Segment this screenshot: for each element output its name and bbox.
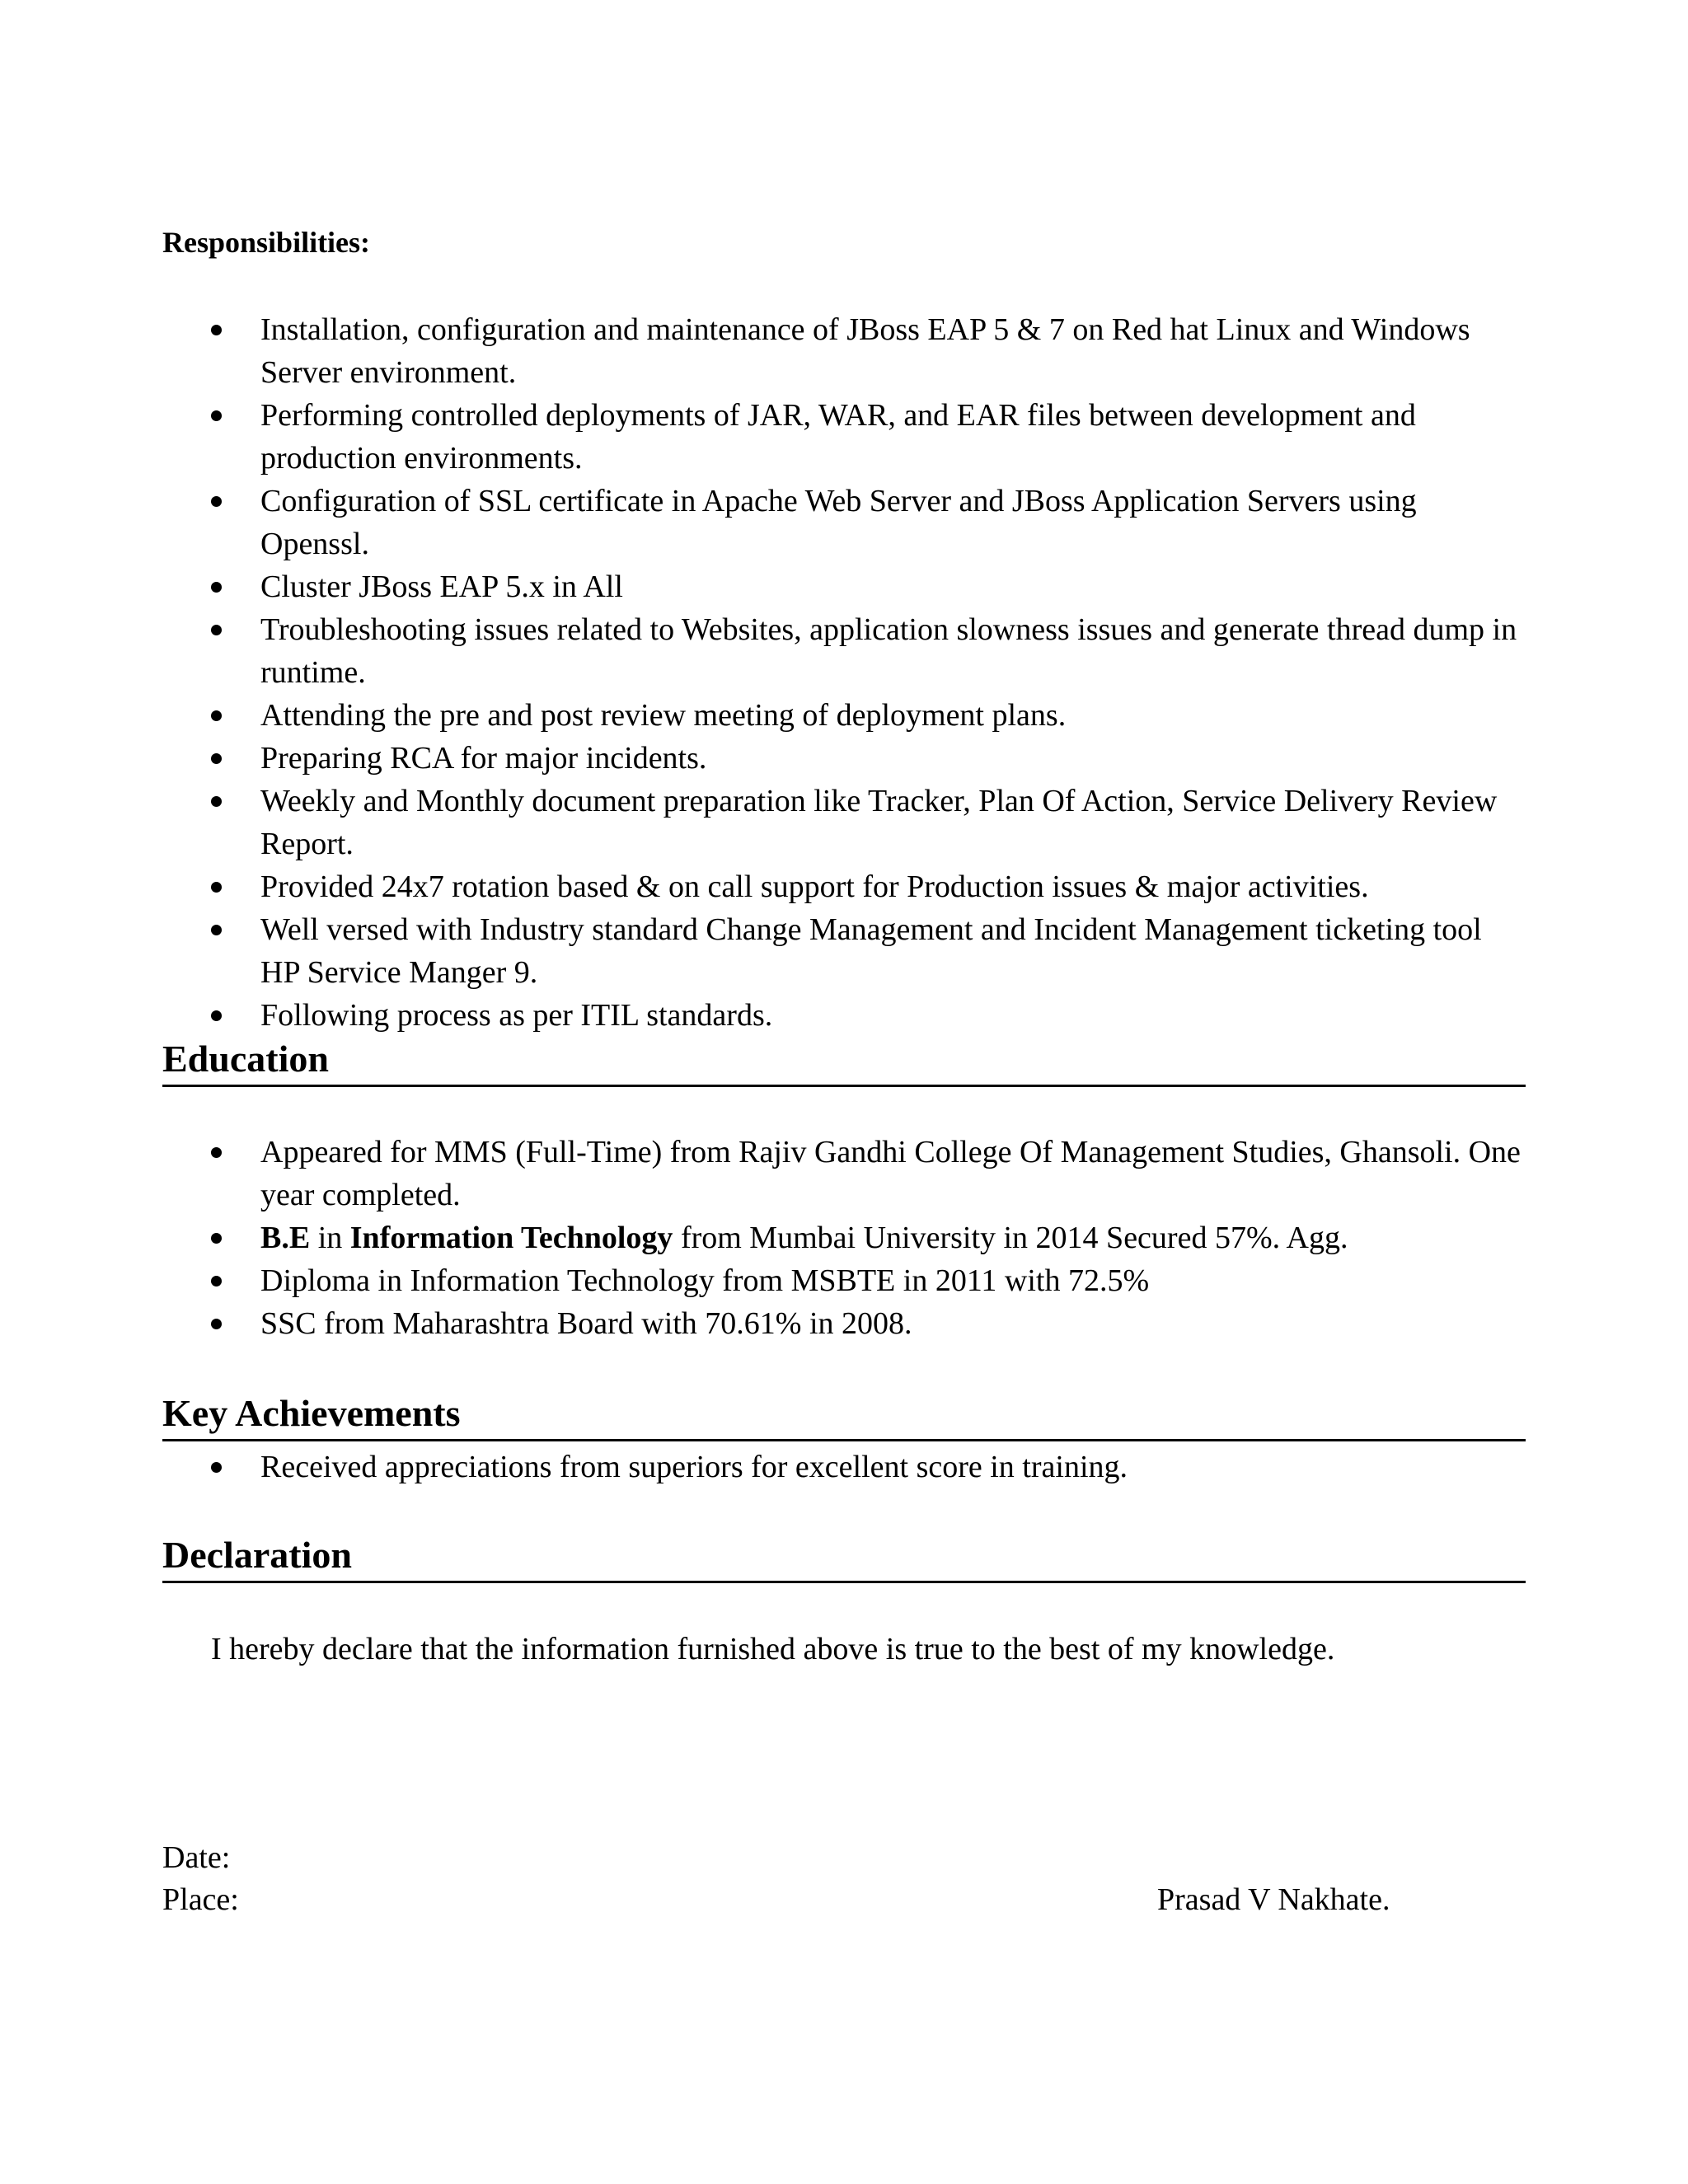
education-degree: B.E bbox=[260, 1221, 311, 1255]
bullet-icon bbox=[211, 1233, 222, 1244]
list-item bbox=[0, 1131, 1688, 1216]
date-label: Date: bbox=[162, 1840, 231, 1875]
education-be-text: from Mumbai University in 2014 Secured 57%. Agg. bbox=[673, 1221, 1348, 1255]
bullet-icon bbox=[211, 1276, 222, 1286]
education-mms-text: Appeared for MMS (Full-Time) from Rajiv Gandhi College Of Management Studies, Ghansoli. One year completed. bbox=[260, 1135, 1521, 1212]
list-item bbox=[0, 694, 1688, 737]
list-item bbox=[0, 994, 1688, 1037]
achievements-list bbox=[0, 1446, 1688, 1488]
list-item-text: Configuration of SSL certificate in Apache Web Server and JBoss Application Servers using Openssl. bbox=[260, 484, 1417, 561]
list-item bbox=[0, 1216, 1688, 1259]
achievements-title: Key Achievements bbox=[162, 1392, 461, 1434]
bullet-icon bbox=[211, 625, 222, 635]
education-title: Education bbox=[162, 1038, 329, 1080]
achievement-text: Received appreciations from superiors for excellent score in training. bbox=[260, 1450, 1128, 1484]
list-item bbox=[0, 394, 1688, 480]
bullet-icon bbox=[211, 753, 222, 764]
place-label: Place: bbox=[162, 1882, 239, 1917]
achievements-divider bbox=[162, 1439, 1526, 1441]
declaration-divider bbox=[162, 1581, 1526, 1583]
list-item bbox=[0, 780, 1688, 865]
list-item bbox=[0, 565, 1688, 608]
responsibilities-heading: Responsibilities: bbox=[162, 226, 371, 259]
declaration-title: Declaration bbox=[162, 1534, 352, 1576]
bullet-icon bbox=[211, 1010, 222, 1021]
list-item bbox=[0, 480, 1688, 565]
list-item-text: Following process as per ITIL standards. bbox=[260, 998, 773, 1033]
list-item bbox=[0, 1302, 1688, 1345]
bullet-icon bbox=[211, 1319, 222, 1329]
list-item bbox=[0, 737, 1688, 780]
list-item bbox=[0, 1259, 1688, 1302]
declaration-text: I hereby declare that the information furnished above is true to the best of my knowledge. bbox=[211, 1632, 1335, 1666]
bullet-icon bbox=[211, 882, 222, 893]
list-item bbox=[0, 308, 1688, 394]
list-item-text: Cluster JBoss EAP 5.x in All bbox=[260, 569, 623, 604]
list-item-text: Weekly and Monthly document preparation like Tracker, Plan Of Action, Service Delivery Review Report. bbox=[260, 784, 1498, 861]
list-item-text: Preparing RCA for major incidents. bbox=[260, 741, 707, 776]
list-item-text: Troubleshooting issues related to Websites, application slowness issues and generate thread dump in runtime. bbox=[260, 612, 1517, 690]
bullet-icon bbox=[211, 410, 222, 421]
bullet-icon bbox=[211, 925, 222, 935]
education-field: Information Technology bbox=[349, 1221, 673, 1255]
list-item-text: Performing controlled deployments of JAR, WAR, and EAR files between development and production environments. bbox=[260, 398, 1416, 476]
education-ssc-text: SSC from Maharashtra Board with 70.61% in 2008. bbox=[260, 1306, 912, 1341]
bullet-icon bbox=[211, 1462, 222, 1473]
education-list bbox=[0, 1131, 1688, 1345]
bullet-icon bbox=[211, 796, 222, 807]
education-divider bbox=[162, 1085, 1526, 1087]
list-item-text: Attending the pre and post review meeting of deployment plans. bbox=[260, 698, 1067, 733]
list-item-text: Installation, configuration and maintenance of JBoss EAP 5 & 7 on Red hat Linux and Windows Server environment. bbox=[260, 312, 1470, 390]
list-item bbox=[0, 608, 1688, 694]
list-item bbox=[0, 865, 1688, 908]
education-in-word: in bbox=[310, 1221, 350, 1255]
responsibilities-list bbox=[0, 308, 1688, 1037]
bullet-icon bbox=[211, 1147, 222, 1158]
list-item bbox=[0, 908, 1688, 994]
list-item-text: Well versed with Industry standard Change Management and Incident Management ticketing tool HP Service Manger 9. bbox=[260, 912, 1482, 990]
bullet-icon bbox=[211, 325, 222, 335]
bullet-icon bbox=[211, 496, 222, 507]
bullet-icon bbox=[211, 710, 222, 721]
list-item-text: Provided 24x7 rotation based & on call support for Production issues & major activities. bbox=[260, 869, 1369, 904]
education-diploma-text: Diploma in Information Technology from MSBTE in 2011 with 72.5% bbox=[260, 1263, 1150, 1298]
bullet-icon bbox=[211, 582, 222, 593]
signature-name: Prasad V Nakhate. bbox=[1157, 1882, 1390, 1917]
list-item bbox=[0, 1446, 1688, 1488]
